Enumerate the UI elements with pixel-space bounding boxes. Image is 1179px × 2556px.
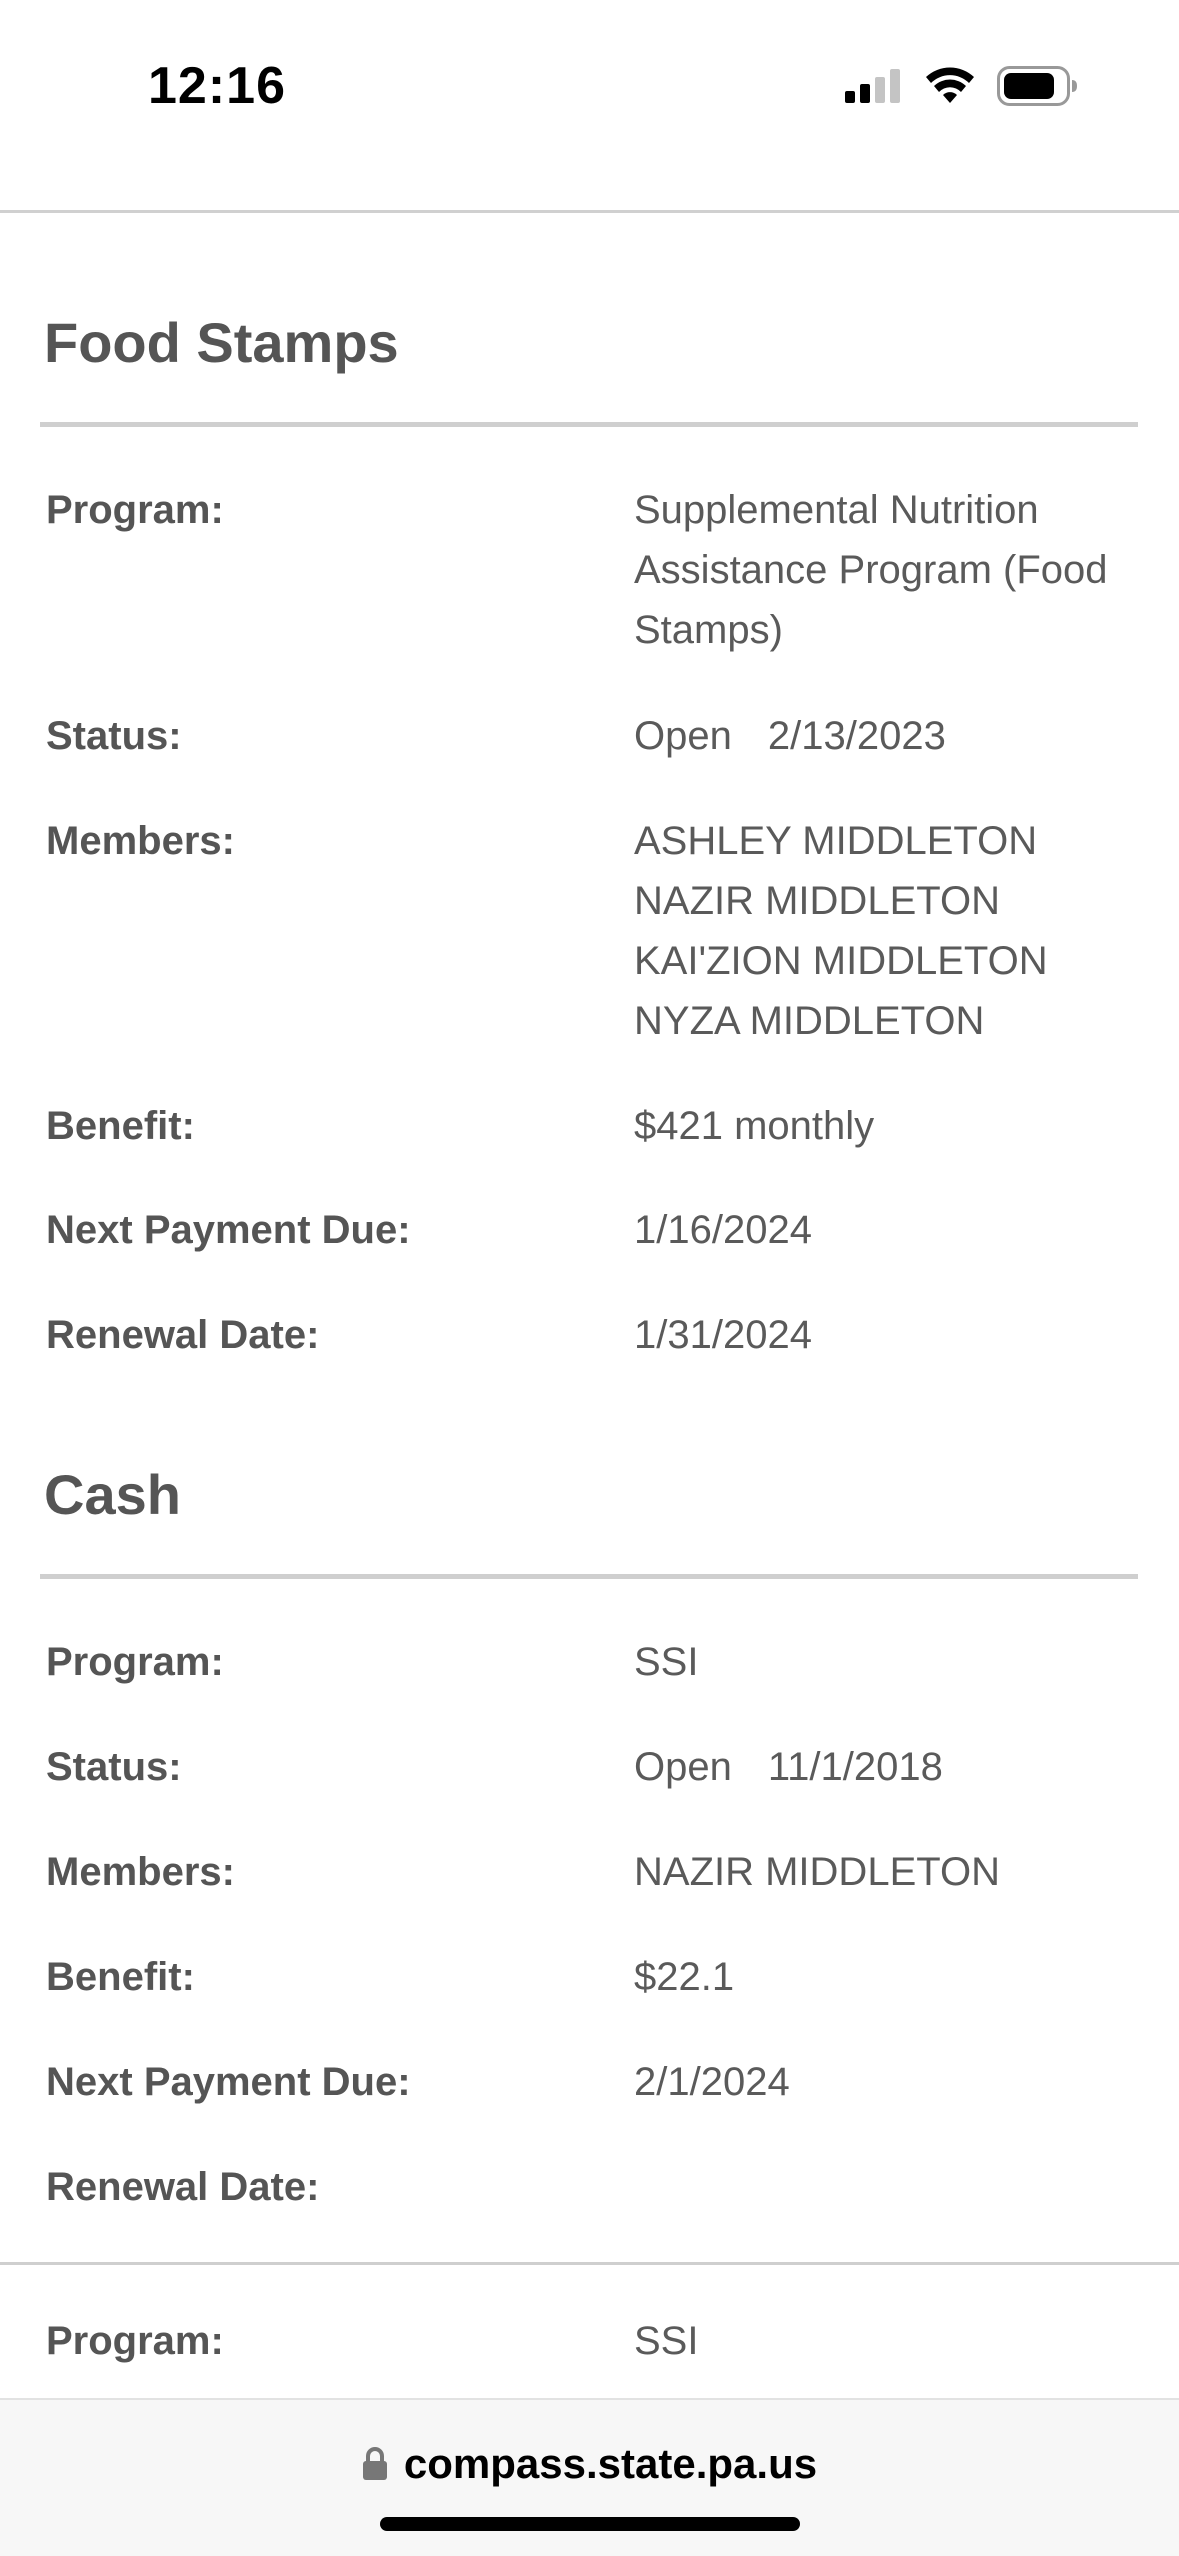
benefit-value: $421 monthly [634,1104,875,1148]
browser-url-bar[interactable] [0,2398,1179,2556]
url-wrap[interactable] [0,2440,1179,2488]
benefit-label: Benefit: [46,1955,195,1999]
program-label: Program: [46,2319,224,2363]
url-text[interactable]: compass.state.pa.us [403,2440,818,2487]
status-label: Status: [46,1745,182,1789]
status-label: Status: [46,714,182,758]
program-value: SSI [634,1640,699,1684]
member-name: ASHLEY MIDDLETON [634,819,1038,863]
lock-icon [362,2447,388,2481]
program-label: Program: [46,1640,224,1684]
next-payment-label: Next Payment Due: [46,1208,411,1252]
program-value: Supplemental Nutrition Assistance Program (Food Stamps) [634,488,1108,652]
status-time: 12:16 [148,57,286,115]
benefit-value: $22.1 [634,1955,735,1999]
status-value [634,1737,1154,1797]
program-value: SSI [634,2319,699,2363]
section-rule [40,1574,1138,1579]
member-name: NAZIR MIDDLETON [634,1850,1000,1894]
member-name: KAI'ZION MIDDLETON [634,939,1048,983]
section-title-cash: Cash [44,1463,181,1526]
member-name: NAZIR MIDDLETON [634,879,1000,923]
status-value [634,706,1154,766]
status-icons [845,64,1079,108]
next-payment-label: Next Payment Due: [46,2060,411,2104]
members-value [634,811,1154,1051]
next-payment-value: 2/1/2024 [634,2060,790,2104]
renewal-label: Renewal Date: [46,2165,320,2209]
status-text: Open [634,714,732,758]
members-label: Members: [46,1850,235,1894]
header-divider [0,210,1179,213]
battery-icon [997,66,1079,106]
section-title-food-stamps: Food Stamps [44,311,399,374]
members-value [634,1842,1154,1902]
next-payment-value: 1/16/2024 [634,1208,812,1252]
member-name: NYZA MIDDLETON [634,999,985,1043]
members-label: Members: [46,819,235,863]
status-date: 11/1/2018 [767,1745,943,1789]
program-label: Program: [46,488,224,532]
section-rule [40,422,1138,427]
status-date: 2/13/2023 [767,714,946,758]
renewal-value: 1/31/2024 [634,1313,812,1357]
benefit-label: Benefit: [46,1104,195,1148]
renewal-label: Renewal Date: [46,1313,320,1357]
status-text: Open [634,1745,732,1789]
record-divider [0,2262,1179,2265]
home-indicator[interactable] [380,2517,800,2531]
cellular-signal-icon [845,69,903,103]
status-bar [0,0,1179,170]
wifi-icon [925,67,975,105]
